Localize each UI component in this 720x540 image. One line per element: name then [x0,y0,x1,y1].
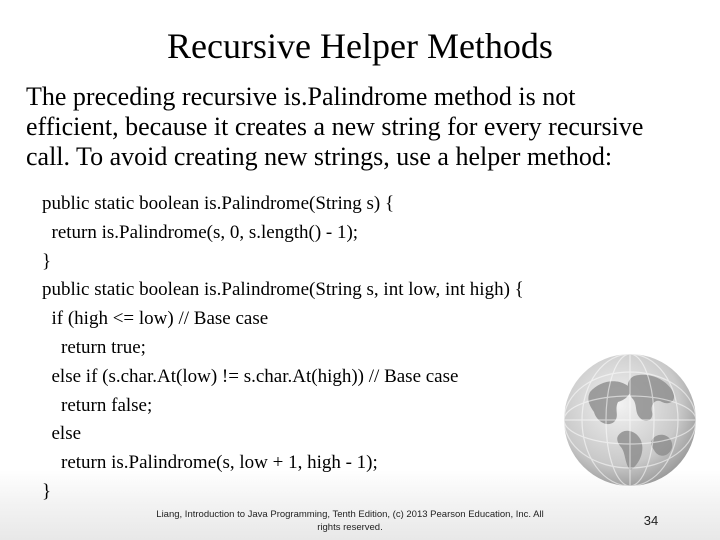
code-line: return false; [42,394,153,416]
code-line: else [42,423,82,445]
footer-credit [140,508,560,534]
intro-line: The preceding recursive is.Palindrome method is not [26,82,576,111]
code-line: public static boolean is.Palindrome(String s, int low, int high) { [42,279,524,301]
code-line: return is.Palindrome(s, 0, s.length() - 1); [42,221,359,243]
code-line: } [42,480,52,502]
code-line: else if (s.char.At(low) != s.char.At(high)) // Base case [42,365,459,387]
code-line: return is.Palindrome(s, low + 1, high - 1); [42,452,378,474]
code-line: if (high <= low) // Base case [42,308,269,330]
page-number: 34 [643,513,659,528]
code-block [42,190,602,507]
code-line: public static boolean is.Palindrome(String s) { [42,193,395,214]
code-line: return true; [42,336,146,358]
code-line: } [42,250,52,272]
globe-icon [560,350,700,490]
intro-text [26,82,696,172]
intro-line: call. To avoid creating new strings, use a helper method: [26,142,613,171]
intro-line: efficient, because it creates a new string for every recursive [26,112,644,141]
slide-title: Recursive Helper Methods [167,26,553,66]
footer-line: rights reserved. [317,522,383,533]
footer-line: Liang, Introduction to Java Programming, Tenth Edition, (c) 2013 Pearson Education, Inc. All [156,509,544,520]
